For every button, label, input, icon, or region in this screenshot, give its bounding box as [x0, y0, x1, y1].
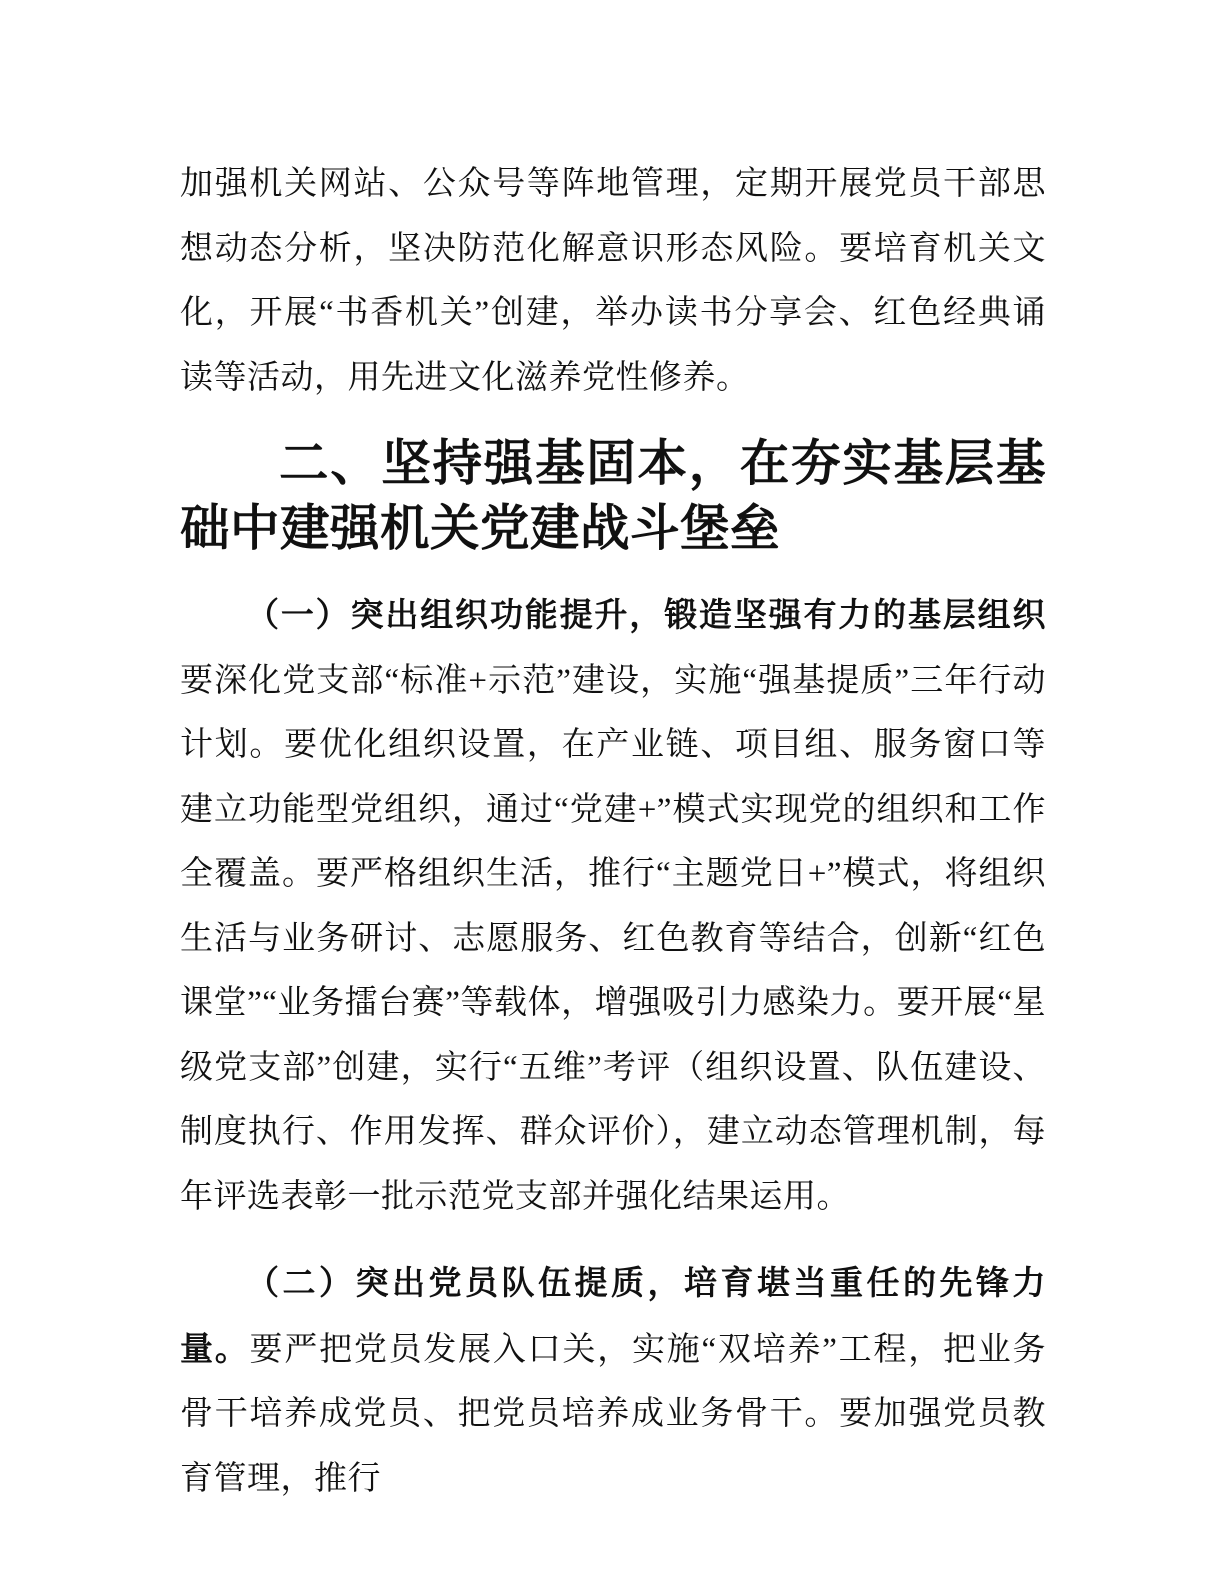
- subsection-one-body: 要深化党支部“标准+示范”建设，实施“强基提质”三年行动计划。要优化组织设置，在产业链、项目组、服务窗口等建立功能型党组织，通过“党建+”模式实现党的组织和工作全覆盖。要严格组织生活，推行“主题党日+”模式，将组织生活与业务研讨、志愿服务、红色教育等结合，创新“红色课堂”“业务擂台赛”等载体，增强吸引力感染力。要开展“星级党支部”创建，实行“五维”考评（组织设置、队伍建设、制度执行、作用发挥、群众评价），建立动态管理机制，每年评选表彰一批示范党支部并强化结果运用。: [180, 662, 1046, 1215]
- section-heading: 二、坚持强基固本，在夯实基层基础中建强机关党建战斗堡垒: [180, 436, 1046, 556]
- subsection-two-paragraph: [180, 1251, 1046, 1511]
- subsection-one-paragraph: [180, 583, 1046, 1229]
- document-text-block: [180, 152, 1046, 1511]
- subsection-two-body: 要严把党员发展入口关，实施“双培养”工程，把业务骨干培养成党员、把党员培养成业务骨干。要加强党员教育管理，推行: [180, 1331, 1047, 1497]
- continuation-paragraph: 加强机关网站、公众号等阵地管理，定期开展党员干部思想动态分析，坚决防范化解意识形态风险。要培育机关文化，开展“书香机关”创建，举办读书分享会、红色经典诵读等活动，用先进文化滋养党性修养。: [180, 166, 1046, 396]
- subsection-two-heading: （二）突出党员队伍提质，培育堪当重任的先锋力量。: [180, 1264, 1046, 1367]
- subsection-one-heading: （一）突出组织功能提升，锻造坚强有力的基层组织: [246, 596, 1046, 633]
